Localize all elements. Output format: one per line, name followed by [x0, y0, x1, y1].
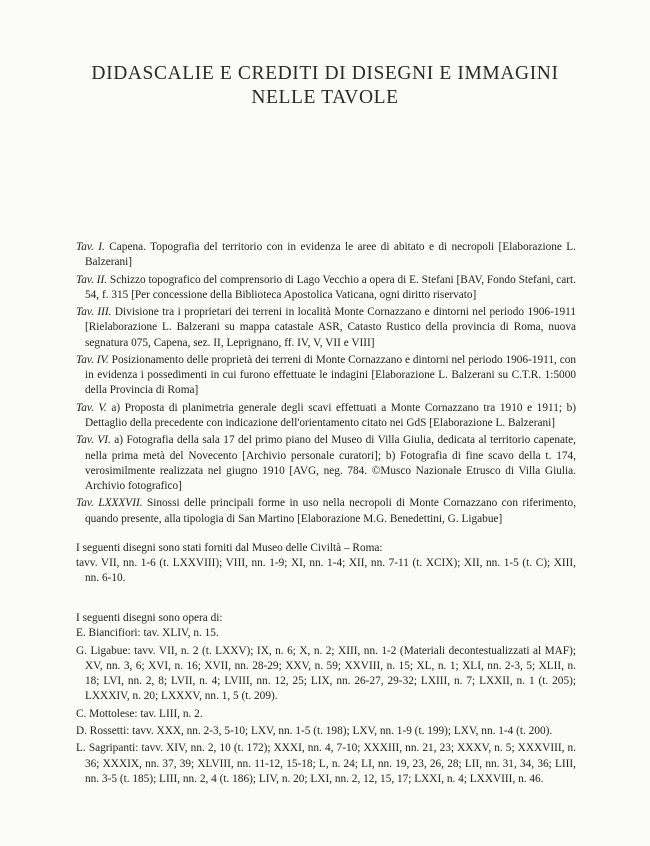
caption-item [76, 401, 576, 431]
caption-label: Tav. I. [76, 241, 105, 253]
caption-label: Tav. II. [76, 273, 108, 286]
caption-item [76, 240, 576, 270]
caption-text: a) Fotografia della sala 17 del primo piano del Museo di Villa Giulia, dedicata al territorio capenate, nella prima metà del Novecento [Archivio personale curatori]; b) Fotografia di fine scavo della t. 174, verosimilmente realizzata nel giugno 1910 [AVG, neg. 784. ©Musco Nazionale Etrusco di Villa Giulia. Archivio fotografico] [85, 434, 576, 492]
museum-credits [76, 541, 576, 587]
caption-text: Posizionamento delle proprietà dei terreni di Monte Cornazzano e dintorni nel periodo 1906-1911, con in evidenza i possedimenti in cui furono effettuate le indagini [Elaborazione L. Balzerani su C.T.R. 1:5000 della Provincia di Roma] [85, 353, 577, 397]
caption-item [76, 273, 576, 303]
author-credit-entry: C. Mottolese: tav. LIII, n. 2. [76, 707, 203, 720]
author-credit-entry: L. Sagripanti: tavv. XIV, nn. 2, 10 (t. 172); XXXI, nn. 4, 7-10; XXXIII, nn. 21, 23; XXXV, n. 5; XXXVIII, n. 36; XXXIX, nn. 37, 39; XLVIII, nn. 11-12, 15-18; L, n. 24; LI, nn. 19, 23, 26, 28; LII, nn. 31, 34, 36; LIII, nn. 3-5 (t. 185); LIII, nn. 2, 4 (t. 186); LIV, n. 20; LXI, nn. 2, 12, 15, 17; LXXI, n. 4; LXXVIII, n. 46. [76, 742, 576, 785]
museum-credits-list: tavv. VII, nn. 1-6 (t. LXXVIII); VIII, nn. 1-9; XI, nn. 1-4; XII, nn. 7-11 (t. XCIX); XII, nn. 1-5 (t. C); XIII, nn. 6-10. [76, 557, 576, 585]
author-credits [76, 611, 576, 789]
caption-text: a) Proposta di planimetria generale degli scavi effettuati a Monte Cornazzano tra 1910 e 1911; b) Dettaglio della precedente con indicazione dell'orientamento citato nei GdS [Elaborazione L. Balzerani] [85, 401, 576, 429]
author-credits-intro: I seguenti disegni sono opera di: [76, 612, 223, 624]
author-credit-entry: G. Ligabue: tavv. VII, n. 2 (t. LXXV); IX, n. 6; X, n. 2; XIII, nn. 1-2 (Materiali decontestualizzati al MAF); XV, nn. 3, 6; XVI, n. 16; XVII, nn. 28-29; XXV, n. 59; XXVIII, n. 15; XL, n. 1; XLI, nn. 2-3, 5; XLII, n. 18; LVI, nn. 2, 8; LVII, n. 4; LVIII, nn. 12, 25; LIX, nn. 26-27, 29-32; LXIII, n. 7; LXXII, n. 1 (t. 205); LXXXIV, n. 20; LXXXV, nn. 1, 5 (t. 209). [76, 644, 576, 703]
author-credit-entry: E. Biancifiori: tav. XLIV, n. 15. [76, 627, 219, 640]
page-title [40, 62, 610, 110]
caption-item [76, 496, 576, 526]
page-title-line-2: NELLE TAVOLE [251, 87, 399, 108]
author-credit-entry: D. Rossetti: tavv. XXX, nn. 2-3, 5-10; LXV, nn. 1-5 (t. 198); LXV, nn. 1-9 (t. 199); LXV, nn. 1-4 (t. 200). [76, 724, 553, 737]
captions-list [76, 240, 576, 529]
caption-item [76, 353, 576, 399]
caption-label: Tav. V. [76, 401, 107, 414]
caption-label: Tav. III. [76, 306, 112, 319]
caption-item [76, 433, 576, 494]
caption-text: Divisione tra i proprietari dei terreni in località Monte Cornazzano e dintorni nel periodo 1906-1911 [Rielaborazione L. Balzerani su mappa catastale ASR, Catasto Rustico della provincia di Roma, nuova segnatura 075, Capena, sez. II, Leprignano, ff. IV, V, VII e VIII] [85, 306, 577, 349]
museum-credits-intro: I seguenti disegni sono stati forniti dal Museo delle Civiltà – Roma: [76, 542, 383, 554]
caption-label: Tav. VI. [76, 434, 111, 447]
caption-text: Capena. Topografia del territorio con in evidenza le aree di abitato e di necropoli [Elaborazione L. Balzerani] [85, 241, 577, 269]
caption-label: Tav. LXXXVII. [76, 497, 143, 510]
caption-item [76, 305, 576, 351]
caption-text: Sinossi delle principali forme in uso nella necropoli di Monte Cornazzano con riferimento, quando presente, alla tipologia di San Martino [Elaborazione M.G. Benedettini, G. Ligabue] [85, 497, 577, 525]
caption-label: Tav. IV. [76, 353, 109, 366]
caption-text: Schizzo topografico del comprensorio di Lago Vecchio a opera di E. Stefani [BAV, Fondo Stefani, cart. 54, f. 315 [Per concessione della Biblioteca Apostolica Vaticana, ogni diritto riservato] [85, 273, 576, 301]
page-title-line-1: DIDASCALIE E CREDITI DI DISEGNI E IMMAGINI [91, 63, 559, 84]
